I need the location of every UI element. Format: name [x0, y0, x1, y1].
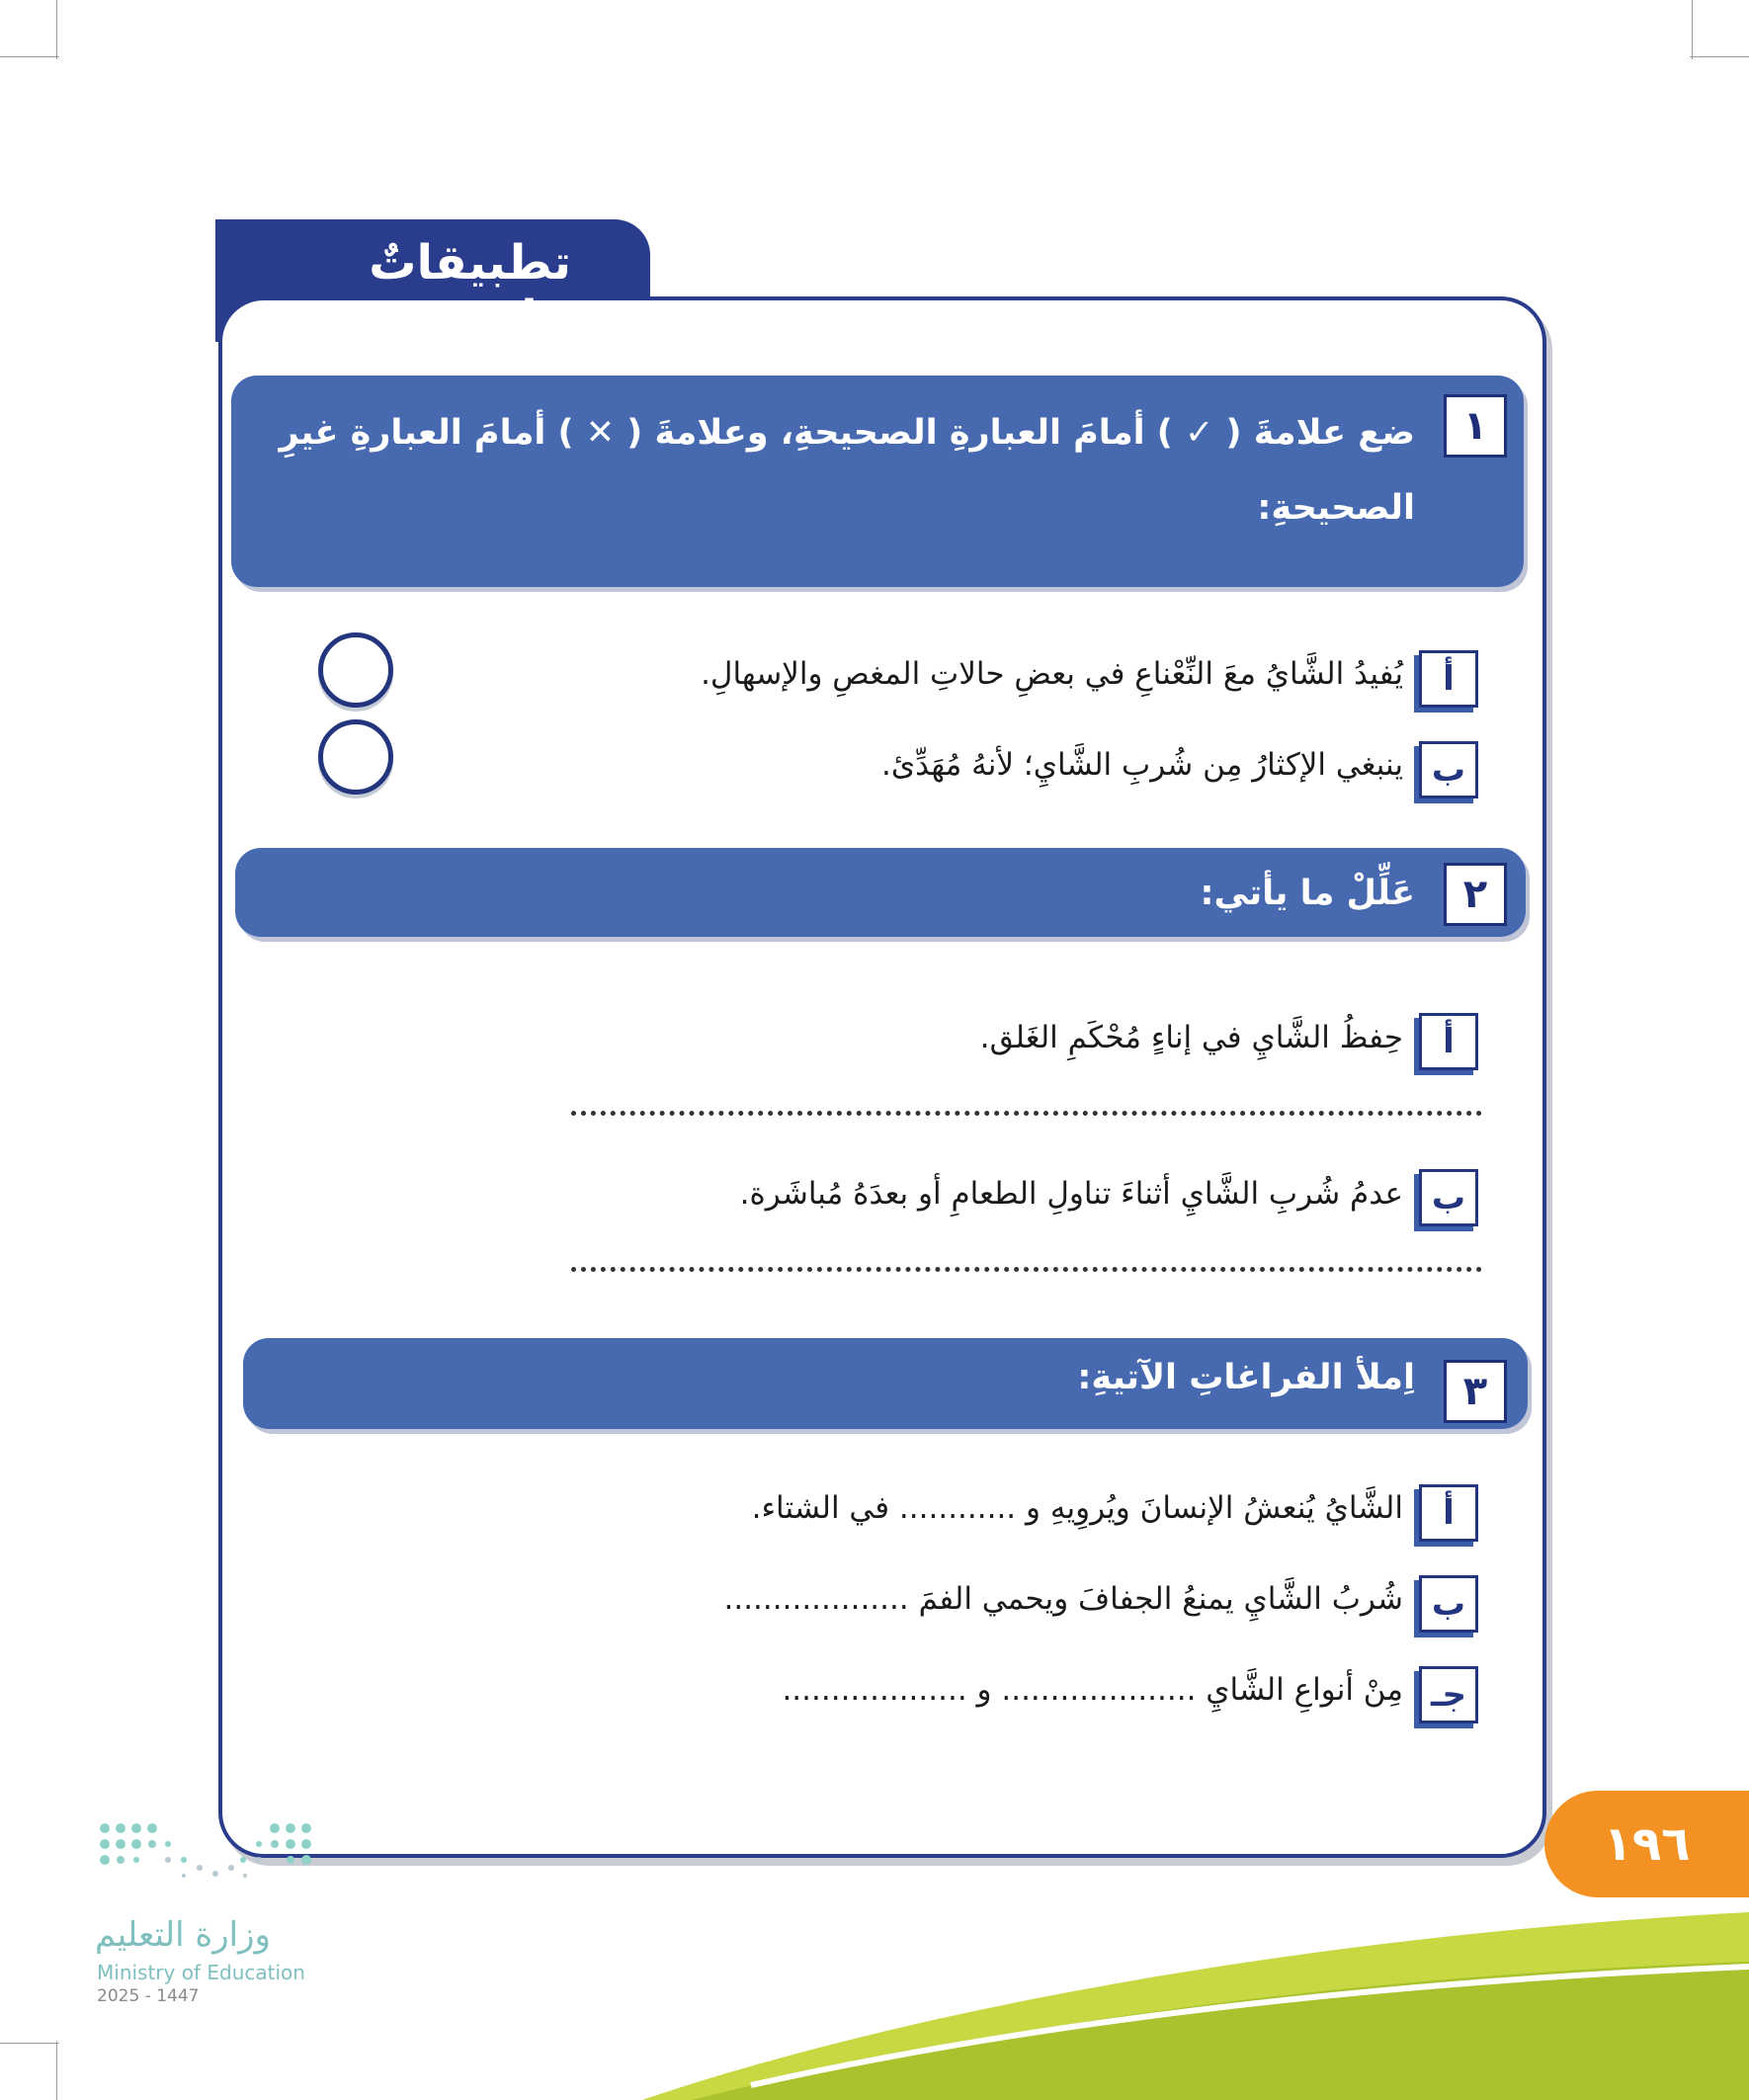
ministry-name-english: Ministry of Education	[97, 1961, 305, 1984]
section-title: تطبيقاتٌ عامّة	[369, 235, 571, 346]
ministry-logo-icon	[97, 1818, 314, 1897]
item-letter: أ	[1419, 1484, 1478, 1542]
q2-reason-b: عدمُ شُربِ الشَّايِ أثناءَ تناولِ الطعامِ أو بعدَهُ مُباشَرة.	[739, 1176, 1403, 1212]
ministry-year: 2025 - 1447	[97, 1986, 200, 2006]
cross-icon: ✕	[585, 413, 616, 453]
answer-circle-a[interactable]	[318, 632, 393, 708]
checkmark-icon: ✓	[1185, 413, 1214, 453]
q2-reason-a: حِفظُ الشَّايِ في إناءٍ مُحْكَمِ الغَلق.	[979, 1020, 1403, 1055]
answer-line-a[interactable]	[571, 1111, 1482, 1116]
question-3-number: ٣	[1444, 1360, 1507, 1423]
question-1-instruction: ضع علامةَ ( ✓ ) أمامَ العبارةِ الصحيحةِ، وعلامةَ ( ✕ ) أمامَ العبارةِ غيرِ الصحيحةِ:	[279, 413, 1415, 528]
question-2-instruction: عَلِّلْ ما يأتي:	[1200, 874, 1415, 913]
q1-statement-a: يُفيدُ الشَّايُ معَ النِّعْناعِ في بعضِ حالاتِ المغصِ والإسهالِ.	[701, 656, 1403, 692]
item-letter: ب	[1419, 741, 1478, 798]
answer-line-b[interactable]	[571, 1267, 1482, 1272]
q1-statement-b: ينبغي الإكثارُ مِن شُربِ الشَّايِ؛ لأنهُ مُهَدِّئ.	[880, 747, 1403, 783]
fill-blank-c[interactable]: مِنْ أنواعِ الشَّايِ .................... و ...................	[782, 1672, 1403, 1708]
page-number: ١٩٦	[1544, 1791, 1749, 1897]
ministry-name-arabic: وزارة التعليم	[95, 1915, 271, 1955]
question-1-number: ١	[1444, 394, 1507, 458]
fill-blank-b[interactable]: شُربُ الشَّايِ يمنعُ الجفافَ ويحمي الفمَ ...................	[723, 1581, 1403, 1617]
item-letter: أ	[1419, 1013, 1478, 1070]
fill-blank-a[interactable]: الشَّايُ يُنعشُ الإنسانَ ويُروِيهِ و ............ في الشتاء.	[751, 1490, 1403, 1526]
item-letter: جـ	[1419, 1666, 1478, 1723]
question-2-number: ٢	[1444, 863, 1507, 926]
item-letter: ب	[1419, 1169, 1478, 1226]
item-letter: أ	[1419, 650, 1478, 708]
item-letter: ب	[1419, 1575, 1478, 1633]
question-3-instruction: اِملأ الفراغاتِ الآتيةِ:	[1077, 1358, 1415, 1397]
answer-circle-b[interactable]	[318, 719, 393, 795]
